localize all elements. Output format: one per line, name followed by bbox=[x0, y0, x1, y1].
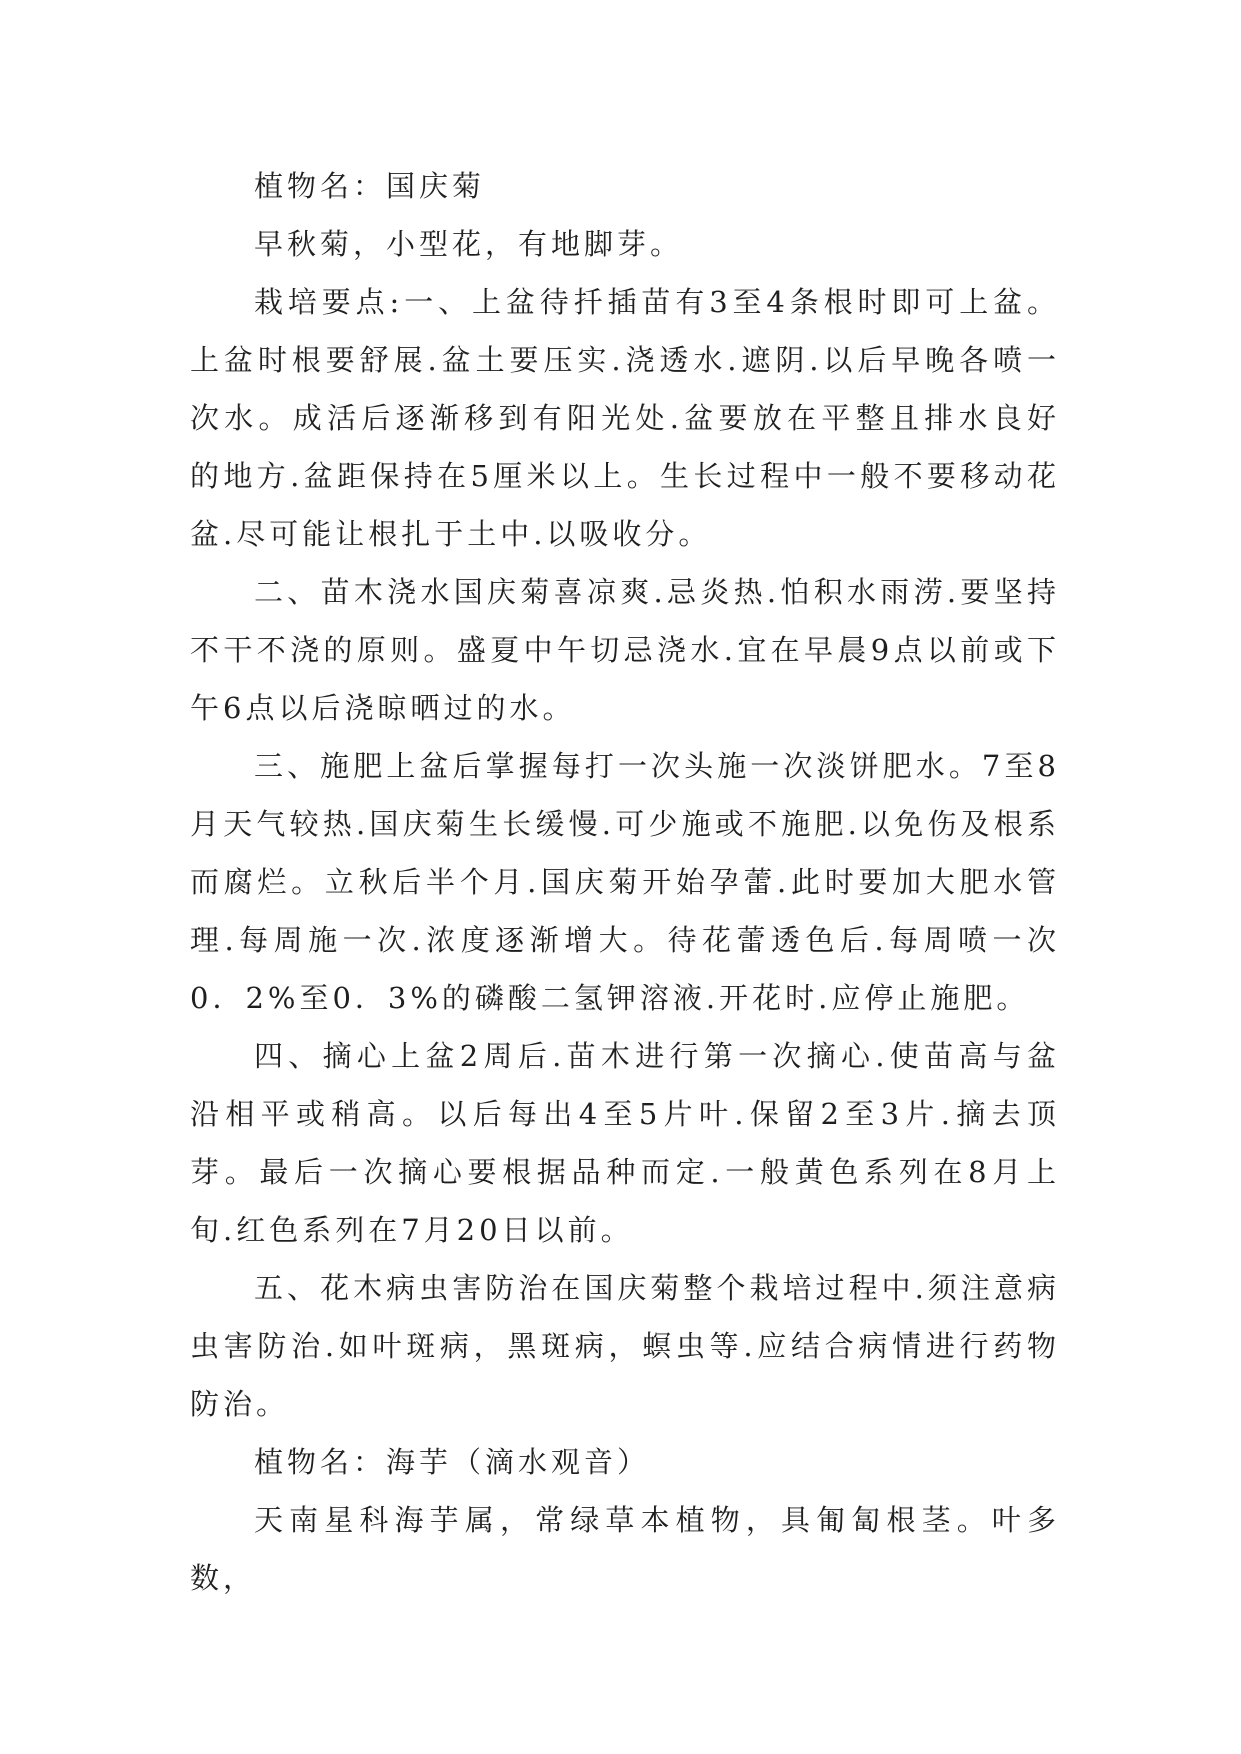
cultivation-step-pest-control: 五、花木病虫害防治在国庆菊整个栽培过程中.须注意病虫害防治.如叶斑病，黑斑病，螟虫等.应结合病情进行药物防治。 bbox=[190, 1271, 1060, 1421]
cultivation-step-fertilizing: 三、施肥上盆后掌握每打一次头施一次淡饼肥水。7至8月天气较热.国庆菊生长缓慢.可少施或不施肥.以免伤及根系而腐烂。立秋后半个月.国庆菊开始孕蕾.此时要加大肥水管理.每周施一次.浓度逐渐增大。待花蕾透色后.每周喷一次0．2%至0．3%的磷酸二氢钾溶液.开花时.应停止施肥。 bbox=[190, 749, 1060, 1015]
document-body bbox=[190, 157, 1060, 1607]
plant-name-heading: 植物名：国庆菊 bbox=[254, 169, 486, 203]
cultivation-step-pinching: 四、摘心上盆2周后.苗木进行第一次摘心.使苗高与盆沿相平或稍高。以后每出4至5片叶.保留2至3片.摘去顶芽。最后一次摘心要根据品种而定.一般黄色系列在8月上旬.红色系列在7月20日以前。 bbox=[190, 1039, 1060, 1247]
cultivation-step-watering: 二、苗木浇水国庆菊喜凉爽.忌炎热.怕积水雨涝.要坚持不干不浇的原则。盛夏中午切忌浇水.宜在早晨9点以前或下午6点以后浇晾晒过的水。 bbox=[190, 575, 1060, 725]
plant-name-heading-2: 植物名：海芋（滴水观音） bbox=[254, 1445, 651, 1479]
plant-description: 早秋菊，小型花，有地脚芽。 bbox=[254, 227, 684, 261]
plant-description-2: 天南星科海芋属，常绿草本植物，具匍匐根茎。叶多数， bbox=[190, 1503, 1060, 1595]
cultivation-step-potting: 栽培要点:一、上盆待扦插苗有3至4条根时即可上盆。上盆时根要舒展.盆土要压实.浇透水.遮阴.以后早晚各喷一次水。成活后逐渐移到有阳光处.盆要放在平整且排水良好的地方.盆距保持在5厘米以上。生长过程中一般不要移动花盆.尽可能让根扎于土中.以吸收分。 bbox=[190, 285, 1060, 551]
